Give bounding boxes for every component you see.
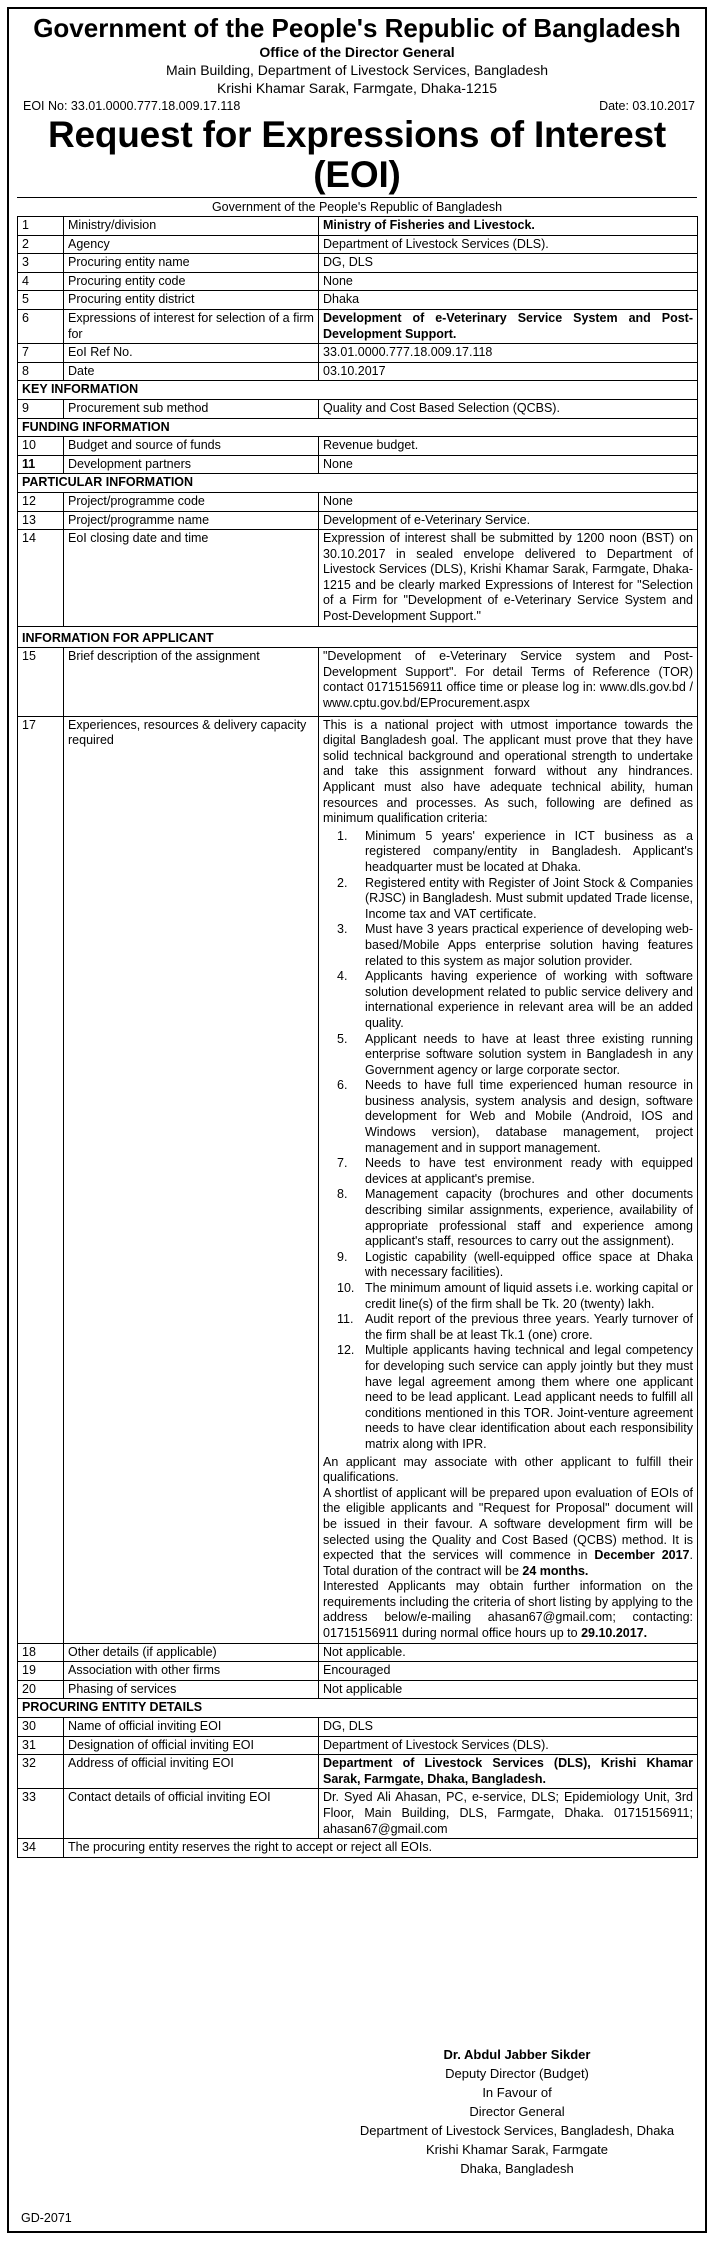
government-title: Government of the People's Republic of Bangladesh bbox=[33, 13, 681, 43]
table-row: 31 Designation of official inviting EOI Department of Livestock Services (DLS). bbox=[18, 1736, 698, 1755]
eoi-number-row bbox=[9, 99, 705, 113]
eoi-number: EOI No: 33.01.0000.777.18.009.17.118 bbox=[23, 99, 241, 113]
list-item: 5. Applicant needs to have at least three existing running enterprise software solution system in Bangladesh in any Government agency or large corporate sector. bbox=[337, 1031, 693, 1077]
page-title: Request for Expressions of Interest (EOI) bbox=[47, 114, 667, 195]
table-row: 11 Development partners None bbox=[18, 455, 698, 474]
section-heading: INFORMATION FOR APPLICANT bbox=[18, 626, 698, 648]
signature-block bbox=[347, 2045, 687, 2178]
table-row: 8 Date 03.10.2017 bbox=[18, 362, 698, 381]
table-row: 1 Ministry/division Ministry of Fisheries and Livestock. bbox=[18, 217, 698, 236]
table-row: 9 Procurement sub method Quality and Cost Based Selection (QCBS). bbox=[18, 399, 698, 418]
interested-note: Interested Applicants may obtain further information on the requirements including the criteria of short listing by applying to the address below/e-mailing ahasan67@gmail.com; contacting: 01715156911 during normal office hours up to 29.10.2017. bbox=[323, 1579, 693, 1641]
qualification-criteria bbox=[319, 716, 698, 1643]
list-item: 4. Applicants having experience of working with software solution development related to public service delivery and international experience in relevant area will be an added quality. bbox=[337, 969, 693, 1030]
list-item: 6. Needs to have full time experienced human resource in business analysis, system analysis and design, software development for Web and Mobile (Android, IOS and Windows version), database management, project management and in support management. bbox=[337, 1078, 693, 1155]
document-code: GD-2071 bbox=[21, 2211, 72, 2225]
table-row: 14 EoI closing date and time Expression of interest shall be submitted by 1200 noon (BST) on 30.10.2017 in sealed envelope delivered to Department of Livestock Services (DLS), Krishi Khamar Sarak, Farmgate, Dhaka-1215 and be clearly marked Expressions of Interest for "Selection of a Firm for "Development of e-Veterinary Service System and Post-Development Support." bbox=[18, 530, 698, 627]
director-general: Director General bbox=[469, 2104, 565, 2119]
criteria-list bbox=[323, 829, 693, 1453]
eoi-notice bbox=[7, 7, 707, 2233]
section-heading: FUNDING INFORMATION bbox=[18, 418, 698, 437]
signatory-name: Dr. Abdul Jabber Sikder bbox=[443, 2047, 591, 2062]
table-row: 20 Phasing of services Not applicable bbox=[18, 1680, 698, 1699]
list-item: 11. Audit report of the previous three years. Yearly turnover of the firm shall be at least Tk.1 (one) crore. bbox=[337, 1312, 693, 1342]
signatory-designation: Deputy Director (Budget) bbox=[445, 2066, 589, 2081]
table-row: 15 Brief description of the assignment "Development of e-Veterinary Service system and Post-Development Support". For detail Terms of Reference (TOR) contact 01715156911 office time or please log in: www.dls.gov.bd / www.cptu.gov.bd/EProcurement.aspx bbox=[18, 648, 698, 716]
city-line: Dhaka, Bangladesh bbox=[460, 2161, 574, 2176]
eoi-date: Date: 03.10.2017 bbox=[599, 99, 695, 113]
department-line: Department of Livestock Services, Bangladesh, Dhaka bbox=[359, 2123, 675, 2138]
table-row: 13 Project/programme name Development of e-Veterinary Service. bbox=[18, 511, 698, 530]
office-name: Office of the Director General bbox=[259, 44, 455, 60]
section-heading: KEY INFORMATION bbox=[18, 381, 698, 400]
list-item: 2. Registered entity with Register of Joint Stock & Companies (RJSC) in Bangladesh. Must submit updated Trade license, Income tax and VAT certificate. bbox=[337, 875, 693, 921]
associate-note: An applicant may associate with other applicant to fulfill their qualifications. bbox=[323, 1454, 693, 1485]
table-row: 2 Agency Department of Livestock Services (DLS). bbox=[18, 235, 698, 254]
shortlist-note: A shortlist of applicant will be prepared upon evaluation of EOIs of the eligible applicants and "Request for Proposal" document will be issued in their favour. A software development firm will be selected using the Quality and Cost Based (QCBS) method. It is expected that the services will commence in December 2017. Total duration of the contract will be 24 months. bbox=[323, 1485, 693, 1578]
table-subtitle: Government of the People's Republic of Bangladesh bbox=[17, 197, 697, 216]
table-row: 6 Expressions of interest for selection of a firm for Development of e-Veterinary Service System and Post-Development Support. bbox=[18, 309, 698, 343]
section-heading: PROCURING ENTITY DETAILS bbox=[18, 1699, 698, 1718]
table-row: 7 EoI Ref No. 33.01.0000.777.18.009.17.118 bbox=[18, 344, 698, 363]
in-favour-of: In Favour of bbox=[482, 2085, 552, 2100]
table-row: 19 Association with other firms Encouraged bbox=[18, 1662, 698, 1681]
street-line: Krishi Khamar Sarak, Farmgate bbox=[425, 2142, 609, 2157]
office-address-line1: Main Building, Department of Livestock Services, Bangladesh bbox=[165, 62, 549, 78]
list-item: 1. Minimum 5 years' experience in ICT business as a registered company/entity in Bangladesh. Applicant's headquarter must be located at Dhaka. bbox=[337, 828, 693, 874]
table-row: 18 Other details (if applicable) Not applicable. bbox=[18, 1643, 698, 1662]
table-row: 17 Experiences, resources & delivery capacity required This is a national project with utmost importance towards the digital Bangladesh goal. The applicant must prove that they have solid technical background and operational strength to undertake and take this assignment forward without any hindrances. Applicant must also have adequate technical ability, human resources and processes. As such, following are defined as minimum qualification criteria: 1. Minimum 5 years' experience in ICT business as a registered company/entity in Bangladesh. Applicant's headquarter must be located at Dhaka. 2. Registered entity with Register of Joint Stock & Companies (RJSC) in Bangladesh. Must submit updated Trade license, Income tax and VAT certificate. 3. Must have 3 years practical experience of developing web-based/Mobile Apps enterprise solution having features related to this system as major solution provider. 4. Applicants having experience of working with software solution development related to public service delivery and international experience in relevant area will be an added quality. 5. Applicant needs to have at least three existing running enterprise software solution system in Bangladesh in any Government agency or large corporate sector. 6. Needs to have full time experienced human resource in business analysis, system analysis and design, software development for Web and Mobile (Android, IOS and Windows version), database management, project management and in support management. 7. Needs to have test environment ready with equipped devices at applicant's premise. 8. Management capacity (brochures and other documents describing similar assignments, experience, availability of appropriate professional staff and experience among applicant's staff, resources to carry out the assignment). 9. Logistic capability (well-equipped office space at Dhaka with necessary facilities). 10. The minimum amount of liquid assets i.e. working capital or credit line(s) of the firm shall be Tk. 20 (twenty) lakh. 11. Audit report of the previous three years. Yearly turnover of the firm shall be at least Tk.1 (one) crore. 12. Multiple applicants having technical and legal competency for developing such service can apply jointly but they must have legal agreement among them where one applicant need to be lead applicant. Lead applicant needs to fulfill all conditions mentioned in this TOR. Joint-venture agreement needs to have clear identification about each responsibility matrix along with IPR. An applicant may associate with other applicant to fulfill their qualifications. A shortlist of applicant will be prepared upon evaluation of EOIs of the eligible applicants and "Request for Proposal" document will be issued in their favour. A software development firm will be selected using the Quality and Cost Based (QCBS) method. It is expected that the services will commence in December 2017. Total duration of the contract will be 24 months. Interested Applicants may obtain further information on the requirements including the criteria of short listing by applying to the address below/e-mailing ahasan67@gmail.com; contacting: 01715156911 during normal office hours up to 29.10.2017. bbox=[18, 716, 698, 1643]
list-item: 8. Management capacity (brochures and other documents describing similar assignments, experience, availability of appropriate professional staff and experience among applicant's staff, resources to carry out the assignment). bbox=[337, 1187, 693, 1249]
table-row: 34 The procuring entity reserves the right to accept or reject all EOIs. bbox=[18, 1839, 698, 1858]
list-item: 9. Logistic capability (well-equipped office space at Dhaka with necessary facilities). bbox=[337, 1249, 693, 1280]
table-row: 5 Procuring entity district Dhaka bbox=[18, 291, 698, 310]
section-heading: PARTICULAR INFORMATION bbox=[18, 474, 698, 493]
eoi-table bbox=[17, 216, 698, 1858]
table-row: 4 Procuring entity code None bbox=[18, 272, 698, 291]
criteria-intro: This is a national project with utmost importance towards the digital Bangladesh goal. The applicant must prove that they have solid technical background and operational strength to undertake and take this assignment forward without any hindrances. Applicant must also have adequate technical ability, human resources and processes. As such, following are defined as minimum qualification criteria: bbox=[323, 717, 693, 826]
table-row: 30 Name of official inviting EOI DG, DLS bbox=[18, 1718, 698, 1737]
office-address-line2: Krishi Khamar Sarak, Farmgate, Dhaka-1215 bbox=[216, 80, 498, 96]
list-item: 7. Needs to have test environment ready with equipped devices at applicant's premise. bbox=[337, 1156, 693, 1186]
table-row: 10 Budget and source of funds Revenue budget. bbox=[18, 437, 698, 456]
table-row: 3 Procuring entity name DG, DLS bbox=[18, 254, 698, 273]
table-row: 33 Contact details of official inviting EOI Dr. Syed Ali Ahasan, PC, e-service, DLS; Epidemiology Unit, 3rd Floor, Main Building, DLS, Farmgate, Dhaka. 01715156911; ahasan67@gmail.com bbox=[18, 1789, 698, 1839]
table-row: 32 Address of official inviting EOI Department of Livestock Services (DLS), Krishi Khamar Sarak, Farmgate, Dhaka, Bangladesh. bbox=[18, 1755, 698, 1789]
list-item: 12. Multiple applicants having technical and legal competency for developing such service can apply jointly but they must have legal agreement among them where one applicant need to be lead applicant. Lead applicant needs to fulfill all conditions mentioned in this TOR. Joint-venture agreement needs to have clear identification about each responsibility matrix along with IPR. bbox=[337, 1343, 693, 1451]
list-item: 10. The minimum amount of liquid assets i.e. working capital or credit line(s) of the firm shall be Tk. 20 (twenty) lakh. bbox=[337, 1281, 693, 1311]
table-row: 12 Project/programme code None bbox=[18, 492, 698, 511]
list-item: 3. Must have 3 years practical experience of developing web-based/Mobile Apps enterprise solution having features related to this system as major solution provider. bbox=[337, 922, 693, 968]
